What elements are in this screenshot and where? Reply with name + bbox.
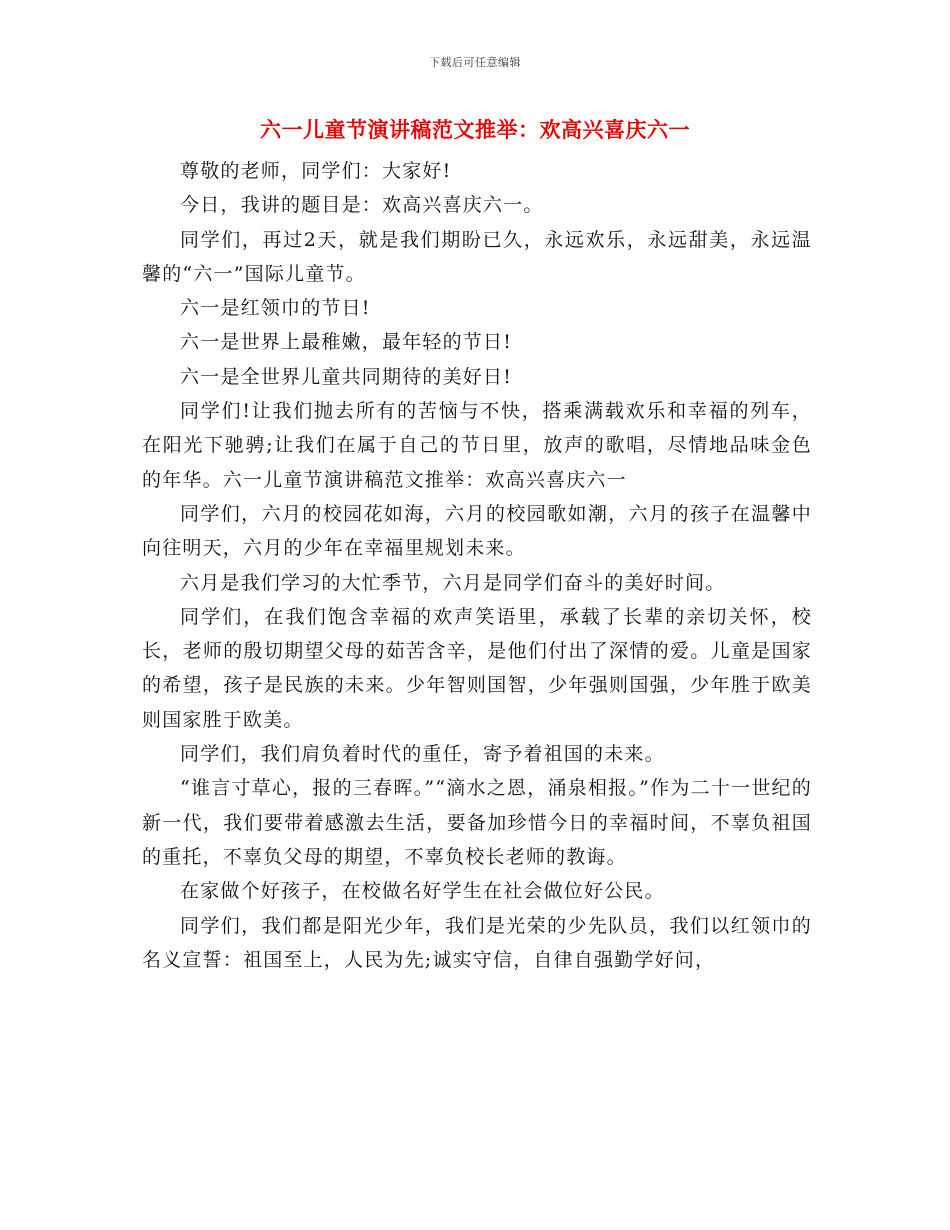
paragraph: 同学们，六月的校园花如海，六月的校园歌如潮，六月的孩子在温馨中向往明天，六月的少年在幸福里规划未来。 (142, 502, 812, 560)
paragraph: 六月是我们学习的大忙季节，六月是同学们奋斗的美好时间。 (180, 571, 726, 594)
paragraph: 在家做个好孩子，在校做名好学生在社会做位好公民。 (180, 880, 665, 903)
paragraph: 六一是世界上最稚嫩，最年轻的节日! (180, 331, 513, 354)
paragraph: 同学们，我们肩负着时代的重任，寄予着祖国的未来。 (180, 743, 665, 766)
header-note: 下载后可任意编辑 (429, 56, 521, 69)
paragraph: 六一是全世界儿童共同期待的美好日! (180, 365, 513, 388)
paragraph: 尊敬的老师，同学们：大家好! (180, 160, 452, 182)
paragraph: “谁言寸草心，报的三春晖。”“滴水之恩，涌泉相报。”作为二十一世纪的新一代，我们要带着感激去生活，要备加珍惜今日的幸福时间，不辜负祖国的重托，不辜负父母的期望，不辜负校长老师的教诲。 (142, 777, 812, 868)
paragraph: 同学们，再过2天，就是我们期盼已久，永远欢乐，永远甜美，永远温馨的“六一”国际儿童节。 (142, 228, 812, 285)
paragraph: 六一是红领巾的节日! (180, 297, 371, 320)
document-title: 六一儿童节演讲稿范文推举：欢高兴喜庆六一 (260, 118, 690, 142)
paragraph: 今日，我讲的题目是：欢高兴喜庆六一。 (180, 194, 544, 217)
paragraph: 同学们，我们都是阳光少年，我们是光荣的少先队员，我们以红领巾的名义宣誓：祖国至上，人民为先;诚实守信，自律自强勤学好问， (142, 914, 812, 971)
document-body (142, 154, 812, 977)
paragraph: 同学们，在我们饱含幸福的欢声笑语里，承载了长辈的亲切关怀，校长，老师的殷切期望父母的茹苦含辛，是他们付出了深情的爱。儿童是国家的希望，孩子是民族的未来。少年智则国智，少年强则国强，少年胜于欧美则国家胜于欧美。 (142, 605, 812, 731)
paragraph: 同学们!让我们抛去所有的苦恼与不快，搭乘满载欢乐和幸福的列车，在阳光下驰骋;让我们在属于自己的节日里，放声的歌唱，尽情地品味金色的年华。六一儿童节演讲稿范文推举：欢高兴喜庆六一 (142, 400, 812, 491)
